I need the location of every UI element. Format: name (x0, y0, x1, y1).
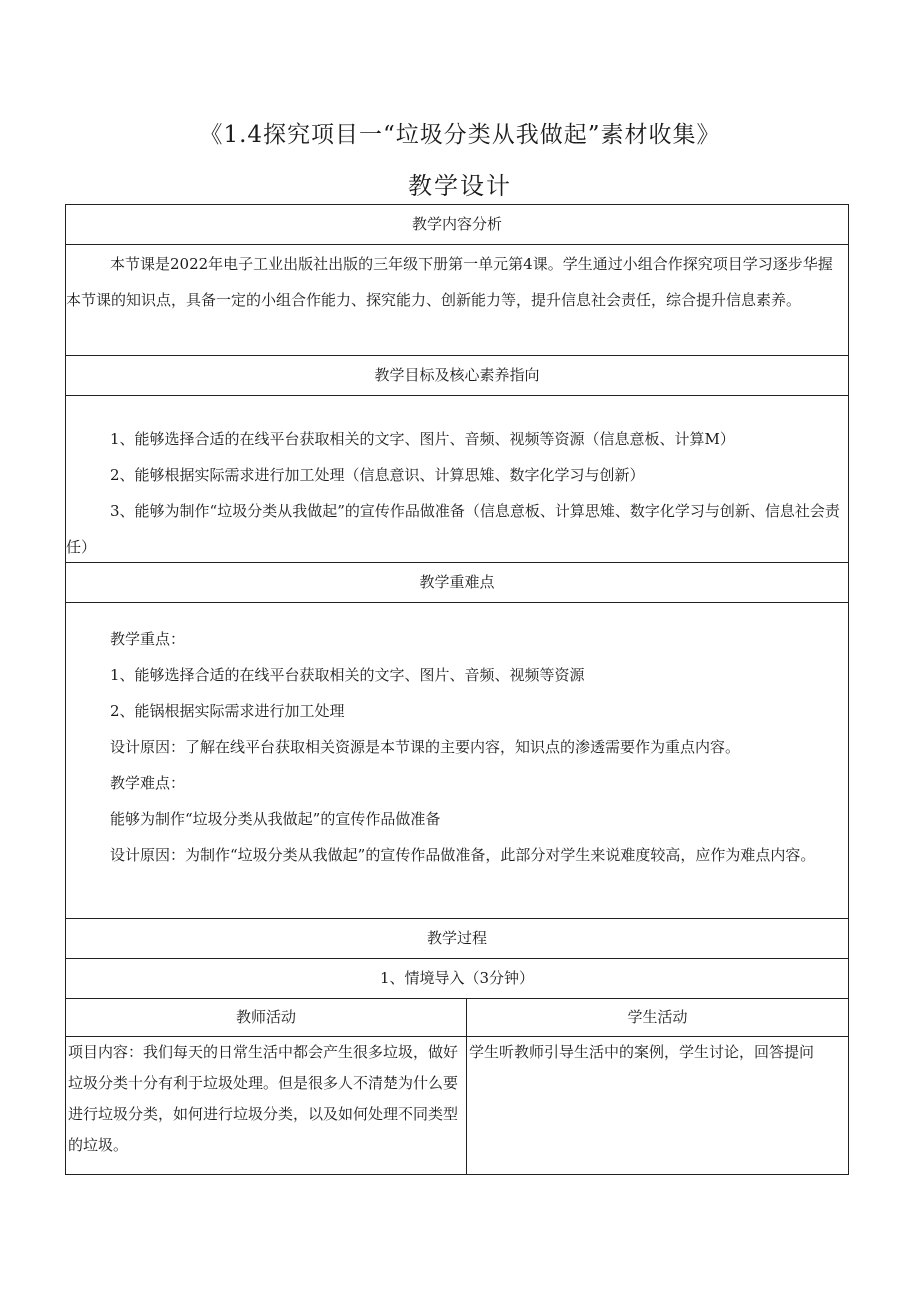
key-points-body (65, 602, 849, 918)
lesson-plan-table (65, 204, 849, 1175)
document-title: 《1.4探究项目一“垃圾分类从我做起”素材收集》 (199, 122, 721, 148)
difficulty-item: 能够为制作“垃圾分类从我做起”的宣传作品做准备 (110, 810, 441, 828)
content-analysis-body (65, 244, 849, 355)
objectives-header: 教学目标及核心素养指向 (65, 355, 849, 395)
focus-item: 2、能锅根据实际需求进行加工处理 (110, 702, 345, 720)
student-activity-text: 学生听教师引导生活中的案例，学生讨论，回答提问 (467, 1036, 848, 1068)
teacher-activity-header: 教师活动 (235, 1008, 296, 1026)
objectives-body (65, 395, 849, 562)
focus-item: 1、能够选择合适的在线平台获取相关的文字、图片、音频、视频等资源 (110, 666, 585, 684)
content-analysis-text: 本节课是2022年电子工业出版社出版的三年级下册第一单元第4课。学生通过小组合作探究项目学习逐步华握本节课的知识点，具备一定的小组合作能力、探究能力、创新能力等，提升信息社会责任，综合提升信息素养。 (66, 255, 833, 309)
teacher-column (66, 999, 467, 1174)
objective-item: 2、能够根据实际需求进行加工处理（信息意识、计算思雉、数字化学习与创新） (110, 466, 645, 484)
activity-table (65, 998, 849, 1175)
difficulty-label: 教学难点： (110, 774, 186, 792)
objective-item: 3、能够为制作“垃圾分类从我做起”的宣传作品做准备（信息意板、计算思雉、数字化学习与创新、信息社会责任） (66, 502, 840, 556)
content-analysis-header: 教学内容分析 (65, 204, 849, 244)
focus-label: 教学重点： (110, 630, 186, 648)
focus-reason: 设计原因：了解在线平台获取相关资源是本节课的主要内容，知识点的渗透需要作为重点内容。 (110, 738, 741, 756)
document-subtitle: 教学设计 (408, 172, 512, 200)
student-activity-header: 学生活动 (627, 1008, 688, 1026)
objective-item: 1、能够选择合适的在线平台获取相关的文字、图片、音频、视频等资源（信息意板、计算M） (110, 430, 735, 448)
difficulty-reason: 设计原因：为制作“垃圾分类从我做起”的宣传作品做准备，此部分对学生来说难度较高，应作为难点内容。 (110, 846, 816, 864)
key-points-header: 教学重难点 (65, 562, 849, 602)
process-header: 教学过程 (65, 918, 849, 958)
step1-header: 1、情境导入（3分钟） (65, 958, 849, 998)
student-column (467, 999, 848, 1174)
teacher-activity-text: 项目内容：我们每天的日常生活中都会产生很多垃圾，做好垃圾分类十分有利于垃圾处理。但是很多人不清楚为什么要进行垃圾分类，如何进行垃圾分类，以及如何处理不同类型的垃圾。 (66, 1036, 466, 1161)
